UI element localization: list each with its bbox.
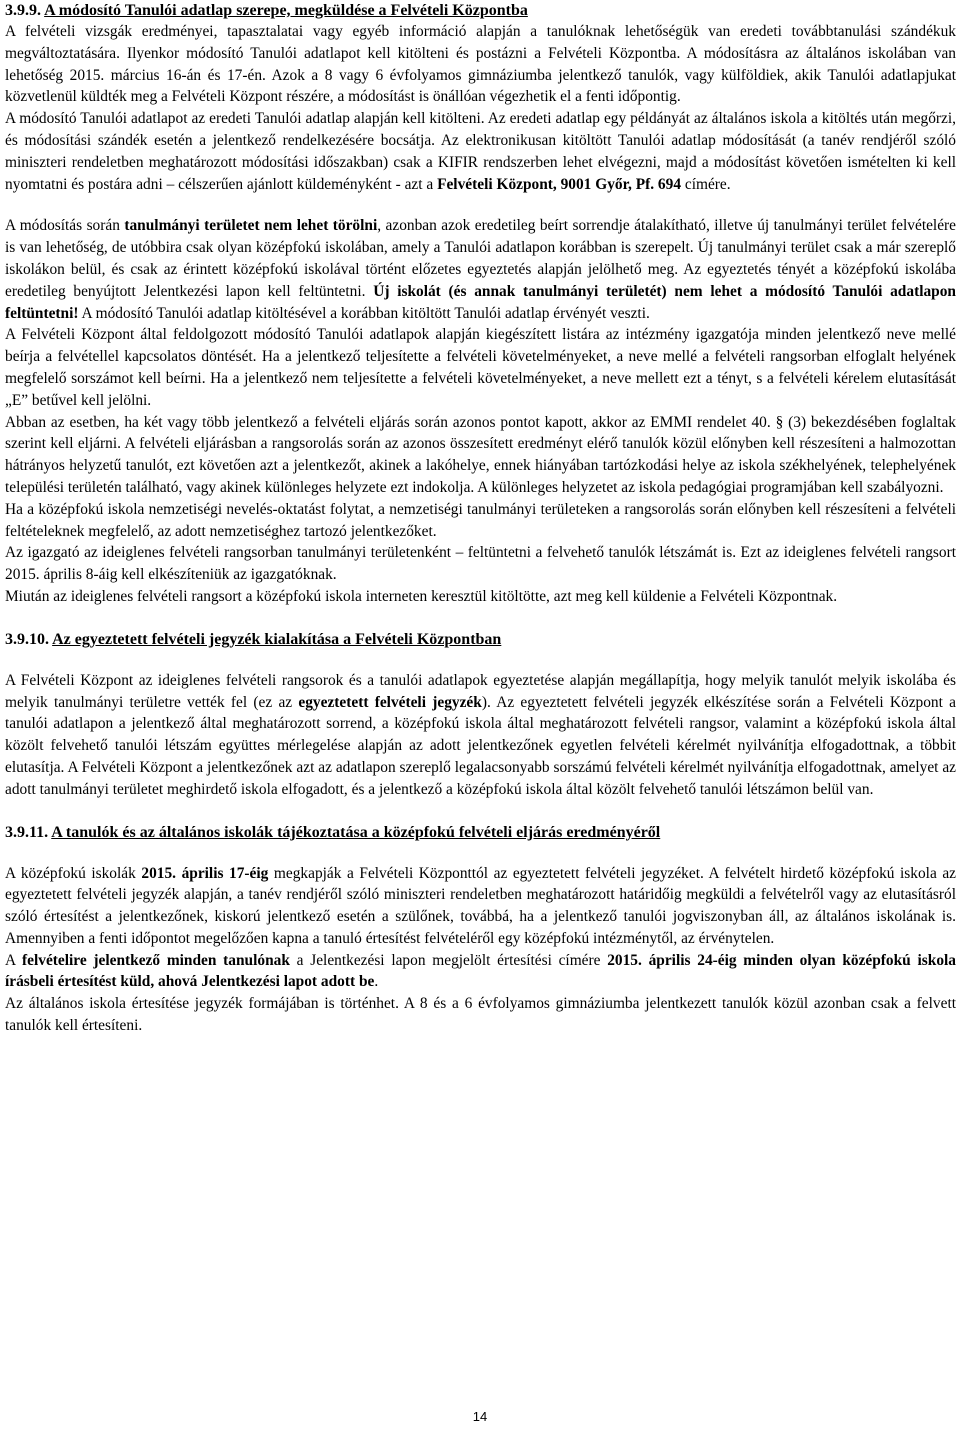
paragraph [5,586,956,608]
bold-text: 2015. április 17-éig [141,864,269,882]
paragraph [5,215,956,324]
paragraph [5,670,956,801]
bold-text: Felvételi Központ, 9001 Győr, Pf. 694 [437,175,682,193]
page-number: 14 [472,1409,488,1424]
text-run: A módosítás során [5,217,125,235]
text-run: A középfokú iskolák [5,864,142,882]
text-run: megkapják a Felvételi Központtól az egyeztetett felvételi jegyzéket. A felvételt hirdető középfokú iskola az egyeztetett felvételi jegyzék alapján, a tanév rendjéről szóló miniszteri rendeletben meghatározott határidőig megküldi a felvételről vagy az elutasításról szóló értesítést a jelentkezőnek, kiskorú jelentkező esetén a szülőnek, továbbá, ha a jelentkező tanulói jogviszonyban áll, az általános iskolának is. Amennyiben a fenti időpontot megelőzően kapna a tanuló értesítést felvételéről egy középfokú intézménytől, az érvénytelen. [5,864,957,947]
section-title: A tanulók és az általános iskolák tájékoztatása a középfokú felvételi eljárás eredményéről [51,823,661,841]
text-run: A felvételi vizsgák eredményei, tapasztalatai vagy egyéb információ alapján a tanulóknak lehetőségük van eredeti továbbtanulási szándékuk megváltoztatására. Ilyenkor módosító Tanulói adatlapot kell kitölteni és postázni a Felvételi Központba. A módosításra az általános iskolában van lehetőség 2015. március 16-án és 17-én. Azok a 8 vagy 6 évfolyamos gimnáziumba jelentkező tanulók, vagy külföldiek, akik Tanulói adatlapjukat közvetlenül küldték meg a Felvételi Központ részére, a módosítást is önállóan végezhetik el a fenti időpontig. [5,23,956,106]
bold-text: Új iskolát (és annak tanulmányi területét) nem lehet a módosító Tanulói adatlapon feltüntetni! [5,282,956,322]
paragraph [5,993,956,1037]
text-run: , azonban azok eredetileg beírt sorrendje átalakítható, illetve új tanulmányi terület felvételére is van lehetőség, de utóbbira csak olyan középfokú iskolában, amely a Tanulói adatlapon korábban is szerepelt. Új tanulmányi terület csak a már szereplő iskolákon belül, és csak az érintett középfokú iskolával történt előzetes egyeztetés alapján jelölhető meg. Az egyeztetés tényét a középfokú iskolába eredetileg benyújtott Jelentkezési lapon kell feltüntetni. [5,217,956,300]
section-heading [5,629,956,650]
paragraph [5,324,956,411]
section-title: Az egyeztetett felvételi jegyzék kialakítása a Felvételi Központban [52,630,502,648]
paragraph [5,108,956,195]
text-run: Miután az ideiglenes felvételi rangsort a középfokú iskola interneten keresztül kitöltötte, azt meg kell küldenie a Felvételi Központnak. [5,587,838,605]
text-run: Az igazgató az ideiglenes felvételi rangsorban tanulmányi területenként – feltüntetni a felvehető tanulók létszámát is. Ezt az ideiglenes felvételi rangsort 2015. április 8-áig kell elkészíteniük az igazgatóknak. [5,544,956,584]
text-run: a Jelentkezési lapon megjelölt értesítési címére [289,951,608,969]
paragraph [5,21,956,108]
bold-text: tanulmányi területet nem lehet törölni [124,217,378,235]
paragraph [5,412,956,499]
paragraph [5,542,956,586]
section-number: 3.9.11. [5,823,49,841]
text-run: Abban az esetben, ha két vagy több jelentkező a felvételi eljárás során azonos pontot kapott, akkor az EMMI rendelet 40. § (3) bekezdésében foglaltak szerint kell eljárni. A felvételi eljárásban a rangsorolás során az azonos összesített eredményt elérő tanulók közül előnyben kell részesíteni a halmozottan hátrányos helyzetű tanulót, ezt követően azt a jelentkezőt, akinek a lakóhelye, ennek hiányában tartózkodási helye az iskola székhelyének, telephelyének települési területén található, vagy akinek különleges helyzete ezt indokolja. A különleges helyzetet az iskola pedagógiai programjában kell szabályozni. [5,413,956,496]
text-run: A Felvételi Központ által feldolgozott módosító Tanulói adatlapok alapján kiegészített listára az intézmény igazgatója minden jelentkező neve mellé beírja a felvétellel kapcsolatos döntését. Ha a jelentkező teljesítette a felvételi követelményeket, a neve mellé a felvételi rangsorban elfoglalt helyének megfelelő sorszámot kell beírni. Ha a jelentkező nem teljesítette a felvételi követelményeket, a neve mellett ezt a tényt, s a felvételi kérelem elutasítását „E” betűvel kell jelölni. [5,326,956,409]
text-run: címére. [681,175,731,193]
paragraph [5,499,956,543]
section-title: A módosító Tanulói adatlap szerepe, megküldése a Felvételi Központba [44,2,528,19]
text-run: A módosító Tanulói adatlap kitöltésével a korábban kitöltött Tanulói adatlap érvényét veszti. [78,304,650,322]
section-heading [5,0,956,21]
section-number: 3.9.10. [5,630,49,648]
bold-text: 2015. április 24-éig minden olyan középfokú iskola írásbeli értesítést küld, ahová Jelentkezési lapot adott be [5,951,956,991]
paragraph [5,863,956,950]
text-run: A módosító Tanulói adatlapot az eredeti Tanulói adatlap alapján kell kitölteni. Az eredeti adatlap egy példányát az általános iskola a kitöltés után megőrzi, és módosítási szándék esetén a jelentkező rendelkezésére bocsátja. Az elektronikusan kitöltött Tanulói adatlap módosítását (a tanév rendjéről szóló miniszteri rendeletben meghatározott módosítási időszakban) csak a KIFIR rendszerben lehet elvégezni, majd a módosítást követően ismételten ki kell nyomtatni és postára adni – célszerűen ajánlott küldeményként - azt a [5,110,956,193]
text-run: . [374,973,379,991]
section-heading [5,822,956,843]
bold-text: felvételire jelentkező minden tanulónak [22,951,290,969]
text-run: A Felvételi Központ az ideiglenes felvételi rangsorok és a tanulói adatlapok egyeztetése alapján megállapítja, hogy melyik tanulót melyik iskolába és melyik tanulmányi területre vették fel (ez az [5,671,956,711]
document-content [5,0,956,1037]
section-number: 3.9.9. [5,2,41,19]
text-run: ). Az egyeztetett felvételi jegyzék elkészítése során a Felvételi Központ a tanulói adatlapon a jelentkező által meghatározott sorrend, a középfokú iskola által meghatározott felvételi rangsor, valamint a középfokú iskola által közölt felvehető tanulói létszám együttes mérlegelése alapján az adott jelentkezőnek egyetlen felvételi kérelmét nyilvánítja elfogadottnak, a többit elutasítja. A Felvételi Központ a jelentkezőnek azt az adatlapon szereplő legalacsonyabb sorszámú felvételi kérelmét nyilvánítja elfogadottnak, amelyet az adott tanulmányi területet meghirdető iskola elfogadott, és a jelentkező a középfokú iskola által közölt felvehető tanulói létszámon belül van. [5,693,956,798]
paragraph [5,950,956,994]
text-run: Az általános iskola értesítése jegyzék formájában is történhet. A 8 és a 6 évfolyamos gimnáziumba jelentkezett tanulók közül azonban csak a felvett tanulók kell értesíteni. [5,995,956,1035]
text-run: Ha a középfokú iskola nemzetiségi nevelés-oktatást folytat, a nemzetiségi tanulmányi területeken a rangsorolás során előnyben kell részesíteni a felvételi feltételeknek megfelelő, az adott nemzetiséghez tartozó jelentkezőket. [5,500,956,540]
bold-text: egyeztetett felvételi jegyzék [298,693,482,711]
text-run: A [5,951,23,969]
